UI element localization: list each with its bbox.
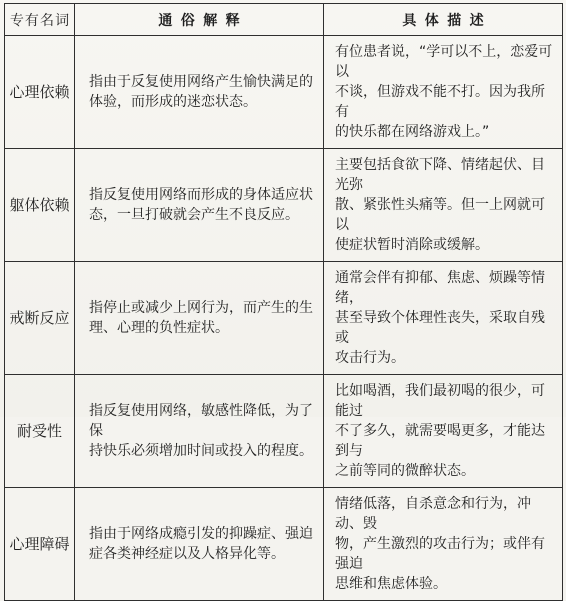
- table-row: [5, 36, 563, 149]
- table-row: [5, 488, 563, 601]
- table-row: [5, 262, 563, 375]
- table-row: [5, 375, 563, 488]
- term-cell: 戒断反应: [5, 262, 75, 375]
- term-cell: 耐受性: [5, 375, 75, 488]
- explanation-cell: 指反复使用网络而形成的身体适应状 态，一旦打破就会产生不良反应。: [75, 149, 324, 262]
- header-description: 具体描述: [324, 4, 563, 36]
- term-cell: 心理依赖: [5, 36, 75, 149]
- header-term: 专有名词: [5, 4, 75, 36]
- explanation-cell: 指由于网络成瘾引发的抑躁症、强迫 症各类神经症以及人格异化等。: [75, 488, 324, 601]
- explanation-cell: 指停止或减少上网行为，而产生的生 理、心理的负性症状。: [75, 262, 324, 375]
- description-cell: 有位患者说，“学可以不上，恋爱可以 不谈，但游戏不能不打。因为我所有 的快乐都在网络游戏上。”: [324, 36, 563, 149]
- description-cell: 情绪低落，自杀意念和行为，冲动、毁 物，产生激烈的攻击行为；或伴有强迫 思维和焦虑体验。: [324, 488, 563, 601]
- terms-table: [4, 3, 563, 601]
- header-explanation: 通俗解释: [75, 4, 324, 36]
- description-cell: 通常会伴有抑郁、焦虑、烦躁等情绪， 甚至导致个体理性丧失，采取自残或 攻击行为。: [324, 262, 563, 375]
- description-cell: 主要包括食欲下降、情绪起伏、目光弥 散、紧张性头痛等。但一上网就可以 使症状暂时消除或缓解。: [324, 149, 563, 262]
- explanation-cell: 指反复使用网络，敏感性降低，为了保 持快乐必须增加时间或投入的程度。: [75, 375, 324, 488]
- table-row: [5, 149, 563, 262]
- term-cell: 躯体依赖: [5, 149, 75, 262]
- term-cell: 心理障碍: [5, 488, 75, 601]
- explanation-cell: 指由于反复使用网络产生愉快满足的 体验，而形成的迷恋状态。: [75, 36, 324, 149]
- header-row: [5, 4, 563, 36]
- description-cell: 比如喝酒，我们最初喝的很少，可能过 不了多久，就需要喝更多，才能达到与 之前等同的微醉状态。: [324, 375, 563, 488]
